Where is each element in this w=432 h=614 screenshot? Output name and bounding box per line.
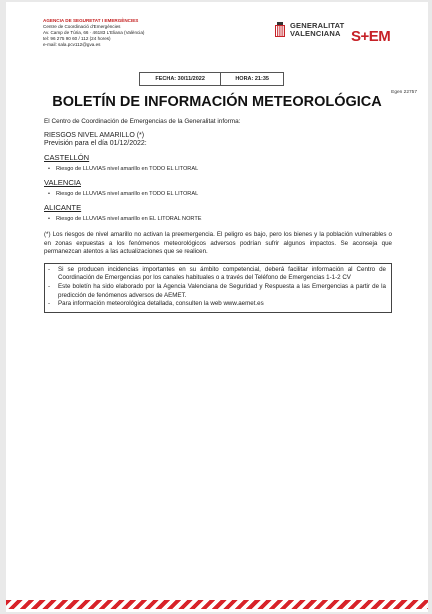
generalitat-emblem-icon: [274, 22, 286, 38]
risk-item-text: Riesgo de LLUVIAS nivel amarillo en TODO EL LITORAL: [56, 191, 199, 197]
center-name: Centre de Coordinació d'Emergències: [43, 24, 121, 29]
org-name: AGENCIA DE SEGURETAT I EMERGÈNCIES: [43, 18, 139, 23]
bulletin-body: [44, 118, 392, 313]
bullet-icon: •: [48, 166, 50, 172]
info-item-text: Este boletín ha sido elaborado por la Agencia Valenciana de Seguridad y Respuesta a las Emergencias a partir de la predicción de fenómenos adversos de AEMET.: [58, 282, 386, 299]
yellow-level-note: (*) Los riesgos de nivel amarillo no activan la preemergencia. El peligro es bajo, pero los bienes y la población vulnerables o en zonas expuestas a los fenómenos meteorológicos adversos podrían sufrir algunos impactos. Se aconseja que permanezcan atentos a las actualizaciones que se realicen.: [44, 231, 392, 256]
info-item: [48, 300, 386, 309]
generalitat-logo-line2: VALENCIANA: [290, 29, 341, 38]
info-item: [48, 266, 386, 283]
province-valencia: VALENCIA: [44, 178, 81, 187]
info-box: [44, 263, 392, 313]
address: Av. Camp de Túria, 66 · 46183 L'Eliana (València): [43, 30, 145, 35]
risk-item-text: Riesgo de LLUVIAS nivel amarillo en TODO EL LITORAL: [56, 166, 199, 172]
info-item: [48, 283, 386, 300]
risk-item: [48, 215, 392, 223]
generalitat-logo-line1: GENERALITAT: [290, 21, 345, 30]
bulletin-date: FECHA: 30/11/2022: [140, 73, 221, 85]
province-castellon: CASTELLÓN: [44, 153, 90, 162]
sender-block: [43, 18, 144, 48]
intro-text: El Centro de Coordinación de Emergencias de la Generalitat informa:: [44, 118, 241, 125]
sem-logo: S+EM: [351, 28, 391, 45]
phone: tel: 96 275 90 60 / 112 (24 hores): [43, 36, 111, 41]
risk-item-text: Riesgo de LLUVIAS nivel amarillo en EL LITORAL NORTE: [56, 216, 202, 222]
date-time-box: [139, 72, 284, 86]
risk-item: [48, 190, 392, 198]
email: e-mail: sala.pcv112@gva.es: [43, 42, 101, 47]
dash-icon: -: [48, 265, 51, 273]
bullet-icon: •: [48, 216, 50, 222]
risk-item: [48, 165, 392, 173]
dash-icon: -: [48, 282, 51, 290]
document-page: [6, 2, 428, 612]
reference-code: Egen 22757: [391, 90, 417, 95]
footer-stripe: [6, 600, 428, 609]
bullet-icon: •: [48, 191, 50, 197]
dash-icon: -: [48, 300, 51, 308]
info-item-text: Para información meteorológica detallada, consulten la web www.aemet.es: [58, 300, 264, 308]
bulletin-time: HORA: 21:35: [235, 76, 269, 82]
info-item-text: Si se producen incidencias importantes en su ámbito competencial, deberá facilitar información al Centro de Coordinación de Emergencias por los canales habituales o a través del Teléfono de Emergencias 1-1-2 CV: [58, 265, 386, 282]
forecast-date: Previsión para el día 01/12/2022:: [44, 140, 147, 147]
province-alicante: ALICANTE: [44, 203, 82, 212]
page-title: BOLETÍN DE INFORMACIÓN METEOROLÓGICA: [52, 94, 382, 110]
generalitat-logo: [274, 22, 344, 38]
risk-level: RIESGOS NIVEL AMARILLO (*): [44, 132, 145, 139]
